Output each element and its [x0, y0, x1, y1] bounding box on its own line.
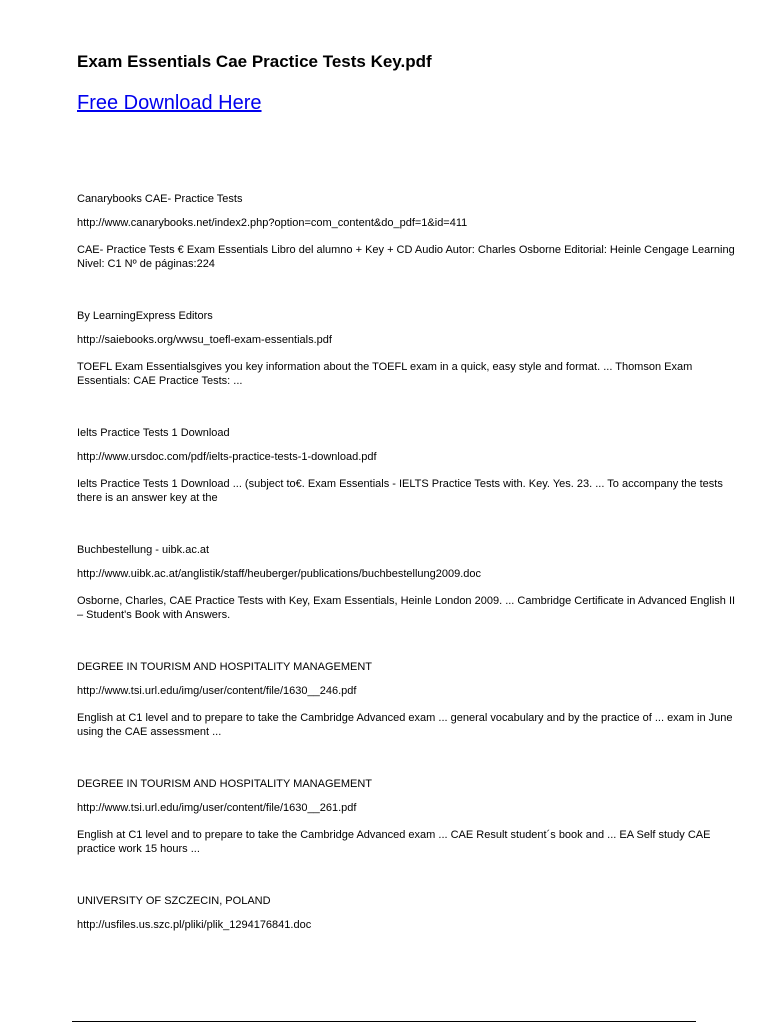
result-url[interactable]: http://usfiles.us.szc.pl/pliki/plik_1294176841.doc: [77, 919, 312, 931]
free-download-link[interactable]: Free Download Here: [77, 92, 262, 114]
result-description: English at C1 level and to prepare to take the Cambridge Advanced exam ... general vocabulary and by the practice of ... exam in June using the CAE assessment ...: [77, 712, 733, 738]
result-title: DEGREE IN TOURISM AND HOSPITALITY MANAGEMENT: [77, 661, 373, 673]
document-title: Exam Essentials Cae Practice Tests Key.pdf: [77, 52, 432, 71]
result-url[interactable]: http://www.tsi.url.edu/img/user/content/file/1630__261.pdf: [77, 802, 357, 814]
result-entry: [77, 192, 737, 309]
result-description: English at C1 level and to prepare to take the Cambridge Advanced exam ... CAE Result student´s book and ... EA Self study CAE practice work 15 hours ...: [77, 829, 711, 855]
result-description: Osborne, Charles, CAE Practice Tests with Key, Exam Essentials, Heinle London 2009. ... Cambridge Certificate in Advanced English II – Student's Book with Answers.: [77, 595, 736, 621]
result-title: DEGREE IN TOURISM AND HOSPITALITY MANAGEMENT: [77, 778, 373, 790]
result-title: Ielts Practice Tests 1 Download: [77, 427, 230, 439]
result-description: TOEFL Exam Essentialsgives you key information about the TOEFL exam in a quick, easy style and format. ... Thomson Exam Essentials: CAE Practice Tests: ...: [77, 361, 693, 387]
result-entry: [77, 777, 737, 894]
result-description: CAE- Practice Tests € Exam Essentials Libro del alumno + Key + CD Audio Autor: Charles Osborne Editorial: Heinle Cengage Learning Nivel: C1 Nº de páginas:224: [77, 244, 735, 270]
result-url[interactable]: http://www.tsi.url.edu/img/user/content/file/1630__246.pdf: [77, 685, 357, 697]
result-entry: [77, 660, 737, 777]
result-entry: [77, 543, 737, 660]
result-entry: [77, 426, 737, 543]
footer-divider: [72, 1021, 696, 1022]
result-title: Buchbestellung - uibk.ac.at: [77, 544, 210, 556]
result-url[interactable]: http://saiebooks.org/wwsu_toefl-exam-essentials.pdf: [77, 334, 332, 346]
result-description: Ielts Practice Tests 1 Download ... (subject to€. Exam Essentials - IELTS Practice Tests with. Key. Yes. 23. ... To accompany the tests there is an answer key at the: [77, 478, 723, 504]
result-title: UNIVERSITY OF SZCZECIN, POLAND: [77, 895, 271, 907]
result-url[interactable]: http://www.ursdoc.com/pdf/ielts-practice-tests-1-download.pdf: [77, 451, 377, 463]
result-url[interactable]: http://www.uibk.ac.at/anglistik/staff/heuberger/publications/buchbestellung2009.doc: [77, 568, 481, 580]
result-url[interactable]: http://www.canarybooks.net/index2.php?option=com_content&do_pdf=1&id=411: [77, 217, 468, 229]
result-title: Canarybooks CAE- Practice Tests: [77, 193, 243, 205]
result-title: By LearningExpress Editors: [77, 310, 213, 322]
result-entry: [77, 309, 737, 426]
search-results-list: [77, 192, 737, 1011]
result-entry: [77, 894, 737, 1011]
